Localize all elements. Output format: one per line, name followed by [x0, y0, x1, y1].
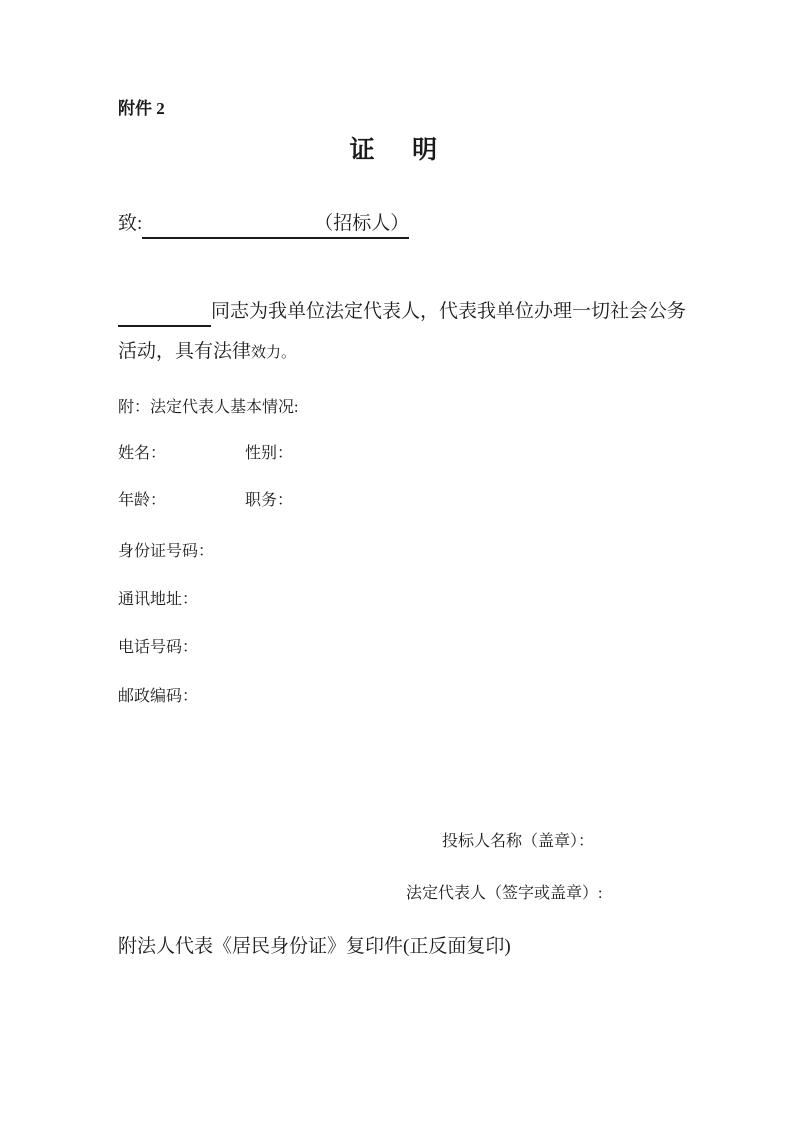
paragraph-line2 [118, 332, 688, 373]
field-label-age: 年龄： [118, 492, 167, 509]
attachment-label: 附件 2 [118, 99, 165, 118]
paragraph-line2-small-text: 效力。 [251, 345, 297, 361]
body-paragraph [118, 292, 688, 373]
field-label-position: 职务： [245, 492, 294, 509]
salutation-line [118, 211, 409, 237]
recipient-underline [142, 213, 409, 239]
signature-bidder-line: 投标人名称（盖章）： [442, 833, 595, 850]
field-label-phone: 电话号码： [118, 639, 199, 656]
document-title: 证 明 [349, 137, 444, 164]
paragraph-line2-text: 活动，具有法律 [118, 341, 252, 362]
field-label-address: 通讯地址： [118, 591, 199, 608]
salutation-prefix: 致: [118, 213, 143, 234]
footer-note: 附法人代表《居民身份证》复印件(正反面复印) [118, 936, 511, 957]
field-label-id-number: 身份证号码： [118, 543, 215, 560]
paragraph-line1-text: 同志为我单位法定代表人，代表我单位办理一切社会公务 [211, 301, 687, 322]
paragraph-line1 [118, 292, 688, 332]
name-underline [118, 301, 211, 327]
field-label-postal-code: 邮政编码： [118, 688, 199, 705]
field-label-gender: 性别： [245, 445, 294, 462]
field-label-name: 姓名： [118, 445, 167, 462]
signature-legal-rep-line: 法定代表人（签字或盖章）: [406, 885, 603, 902]
attachment-heading: 附：法定代表人基本情况: [118, 399, 299, 416]
recipient-hint: （招标人） [314, 213, 410, 234]
